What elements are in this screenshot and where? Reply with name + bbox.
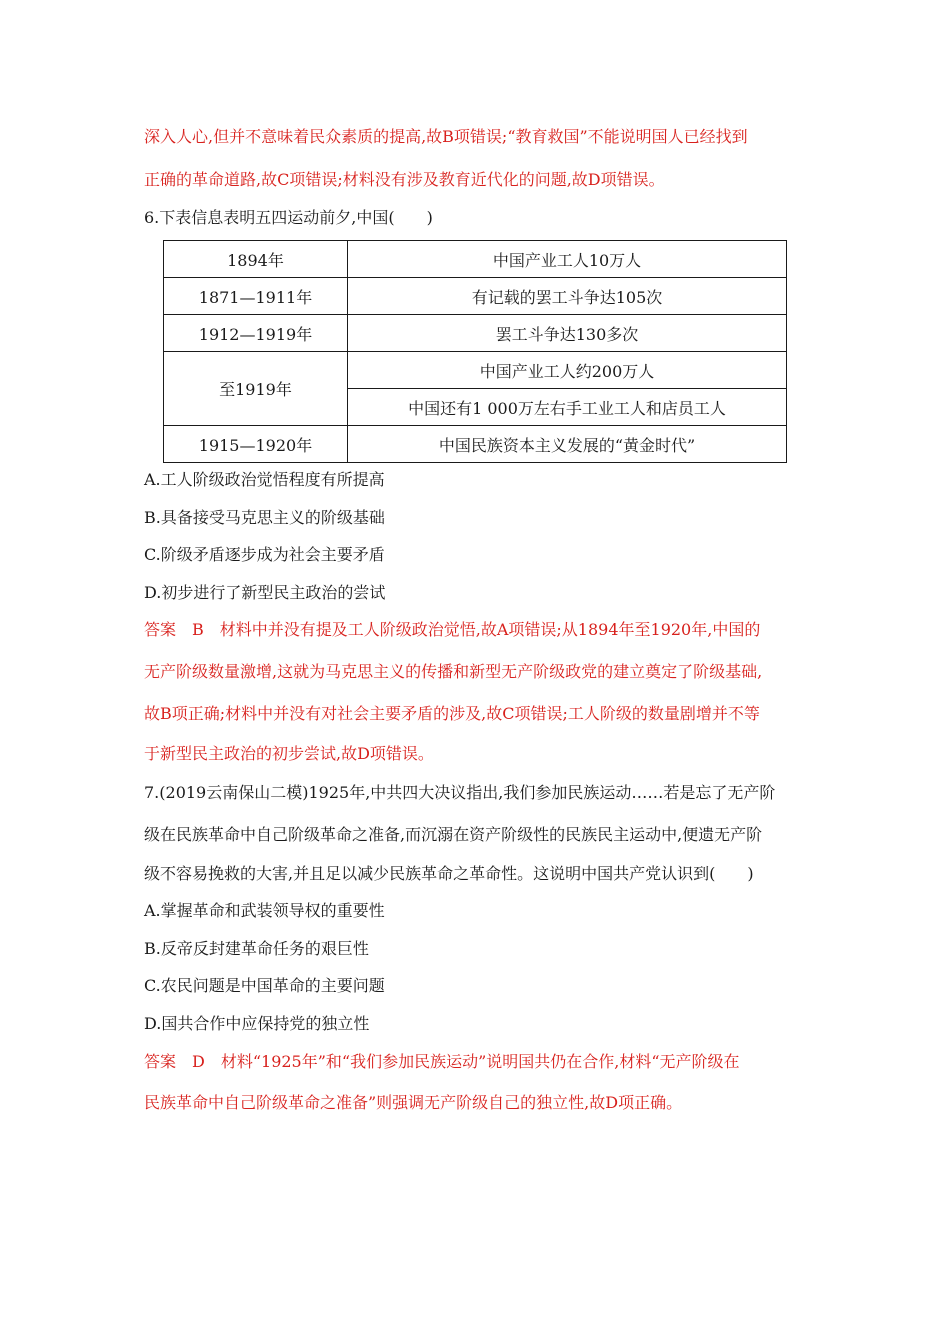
- question-6-table: [163, 240, 787, 463]
- table-cell-info: 中国产业工人10万人: [348, 241, 787, 278]
- question-6-answer-line-1: 答案 B 材料中并没有提及工人阶级政治觉悟,故A项错误;从1894年至1920年,中国的: [144, 620, 761, 639]
- question-6-option-a: A.工人阶级政治觉悟程度有所提高: [144, 470, 385, 489]
- table-cell-info: 有记载的罢工斗争达105次: [348, 278, 787, 315]
- question-7-option-a: A.掌握革命和武装领导权的重要性: [144, 901, 385, 920]
- question-6-option-d: D.初步进行了新型民主政治的尝试: [144, 583, 386, 602]
- question-7-option-b: B.反帝反封建革命任务的艰巨性: [144, 939, 369, 958]
- question-6-answer-line-4: 于新型民主政治的初步尝试,故D项错误。: [144, 744, 434, 763]
- table-cell-info: 罢工斗争达130多次: [348, 315, 787, 352]
- table-cell-info: 中国产业工人约200万人: [348, 352, 787, 389]
- table-cell-info: 中国民族资本主义发展的“黄金时代”: [348, 426, 787, 463]
- question-6-answer-line-3: 故B项正确;材料中并没有对社会主要矛盾的涉及,故C项错误;工人阶级的数量剧增并不等: [144, 704, 760, 723]
- table-cell-year: 1894年: [164, 241, 348, 278]
- table-row: [164, 315, 787, 352]
- table-row: [164, 241, 787, 278]
- question-6-stem: 6.下表信息表明五四运动前夕,中国( ): [144, 208, 433, 227]
- table-cell-year: 1871—1911年: [164, 278, 348, 315]
- question-6-option-b: B.具备接受马克思主义的阶级基础: [144, 508, 385, 527]
- prev-answer-line-2: 正确的革命道路,故C项错误;材料没有涉及教育近代化的问题,故D项错误。: [144, 170, 665, 189]
- table-cell-info: 中国还有1 000万左右手工业工人和店员工人: [348, 389, 787, 426]
- question-7-answer-line-2: 民族革命中自己阶级革命之准备”则强调无产阶级自己的独立性,故D项正确。: [144, 1093, 683, 1112]
- question-7-stem-line-1: 7.(2019云南保山二模)1925年,中共四大决议指出,我们参加民族运动……若是忘了无产阶: [144, 783, 776, 802]
- question-7-stem-line-2: 级在民族革命中自己阶级革命之准备,而沉溺在资产阶级性的民族民主运动中,便遗无产阶: [144, 825, 763, 844]
- question-7-answer-line-1: 答案 D 材料“1925年”和“我们参加民族运动”说明国共仍在合作,材料“无产阶级在: [144, 1052, 740, 1071]
- prev-answer-line-1: 深入人心,但并不意味着民众素质的提高,故B项错误;“教育救国”不能说明国人已经找到: [144, 127, 748, 146]
- question-7-option-d: D.国共合作中应保持党的独立性: [144, 1014, 370, 1033]
- table-cell-year: 1912—1919年: [164, 315, 348, 352]
- table-row: [164, 352, 787, 389]
- table-row: [164, 278, 787, 315]
- table-cell-year: 至1919年: [164, 352, 348, 426]
- table-row: [164, 426, 787, 463]
- question-7-option-c: C.农民问题是中国革命的主要问题: [144, 976, 385, 995]
- table-cell-year: 1915—1920年: [164, 426, 348, 463]
- question-6-option-c: C.阶级矛盾逐步成为社会主要矛盾: [144, 545, 385, 564]
- question-7-stem-line-3: 级不容易挽救的大害,并且足以减少民族革命之革命性。这说明中国共产党认识到( ): [144, 864, 754, 883]
- question-6-answer-line-2: 无产阶级数量激增,这就为马克思主义的传播和新型无产阶级政党的建立奠定了阶级基础,: [144, 662, 763, 681]
